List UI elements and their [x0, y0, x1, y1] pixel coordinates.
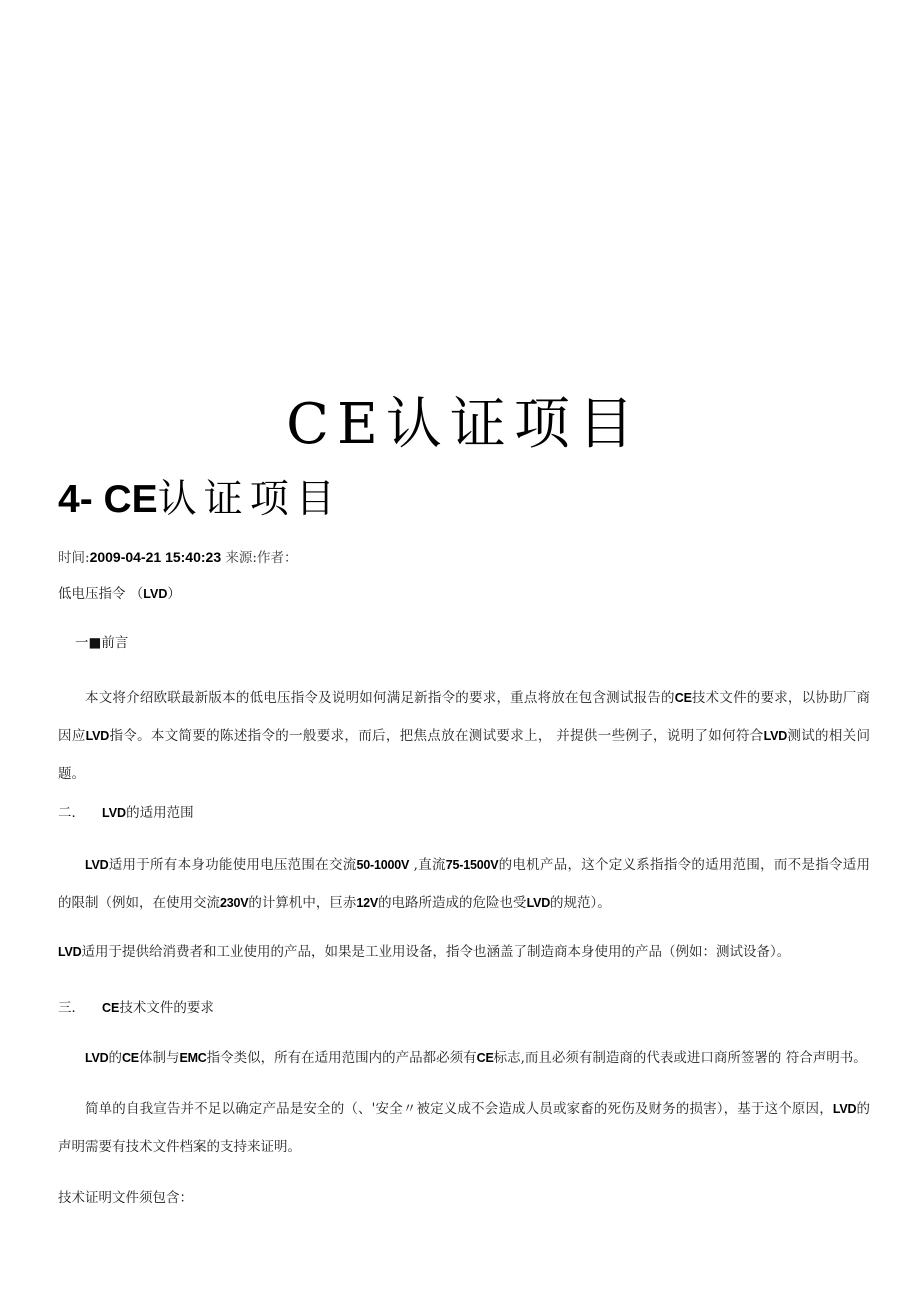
section-techfile-number: 三．	[58, 1000, 85, 1016]
meta-timestamp: 2009-04-21 15:40:23	[89, 549, 222, 565]
paragraph-ce-mark: LVD的CE体制与EMC指令类似，所有在适用范围内的产品都必须有CE标志,而且必须有制造商的代表或进口商所签署的 符合声明书。	[85, 1050, 867, 1066]
paragraph-intro: 本文将介绍欧联最新版本的低电压指令及说明如何满足新指令的要求，重点将放在包含测试报告的CE技术文件的要求，以协助厂商因应LVD指令。本文简要的陈述指令的一般要求，而后，把焦点放在测试要求上， 并提供一些例子，说明了如何符合LVD测试的相关问题。	[58, 690, 871, 782]
meta-time-label: 时间:	[58, 550, 90, 566]
line-techfile-contains: 技术证明文件须包含：	[58, 1190, 193, 1206]
section-scope-heading: 二． LVD的适用范围	[58, 805, 194, 821]
paragraph-industry-use: LVD适用于提供给消费者和工业使用的产品，如果是工业用设备，指令也涵盖了制造商本身使用的产品（例如：测试设备）。	[58, 944, 791, 960]
paragraph-scope: LVD适用于所有本身功能使用电压范围在交流50-1000V ,直流75-1500V的电机产品，这个定义系指指令的适用范围，而不是指令适用的限制（例如，在使用交流230V的计算机中，巨赤12V的电路所造成的危险也受LVD的规范）。	[58, 857, 871, 911]
paragraph-self-declaration: 简单的自我宣告并不足以确定产品是安全的（、'安全〃被定义成不会造成人员或家畜的死伤及财务的损害），基于这个原因，LVD的声明需要有技术文件档案的支持来证明。	[58, 1101, 870, 1155]
meta-source-author: 来源:作者：	[221, 550, 298, 566]
article-heading-number: 4- CE	[58, 478, 158, 521]
subtitle-lvd: 低电压指令 （LVD）	[58, 586, 181, 602]
document-title: CE认证项目	[286, 392, 642, 457]
article-heading-text: 认证项目	[157, 477, 342, 522]
article-heading	[58, 476, 870, 523]
meta-line	[58, 547, 870, 568]
section-scope-number: 二．	[58, 805, 85, 821]
section-techfile-heading: 三． CE技术文件的要求	[58, 1000, 214, 1016]
section-preface-heading: 一■前言	[75, 635, 129, 651]
